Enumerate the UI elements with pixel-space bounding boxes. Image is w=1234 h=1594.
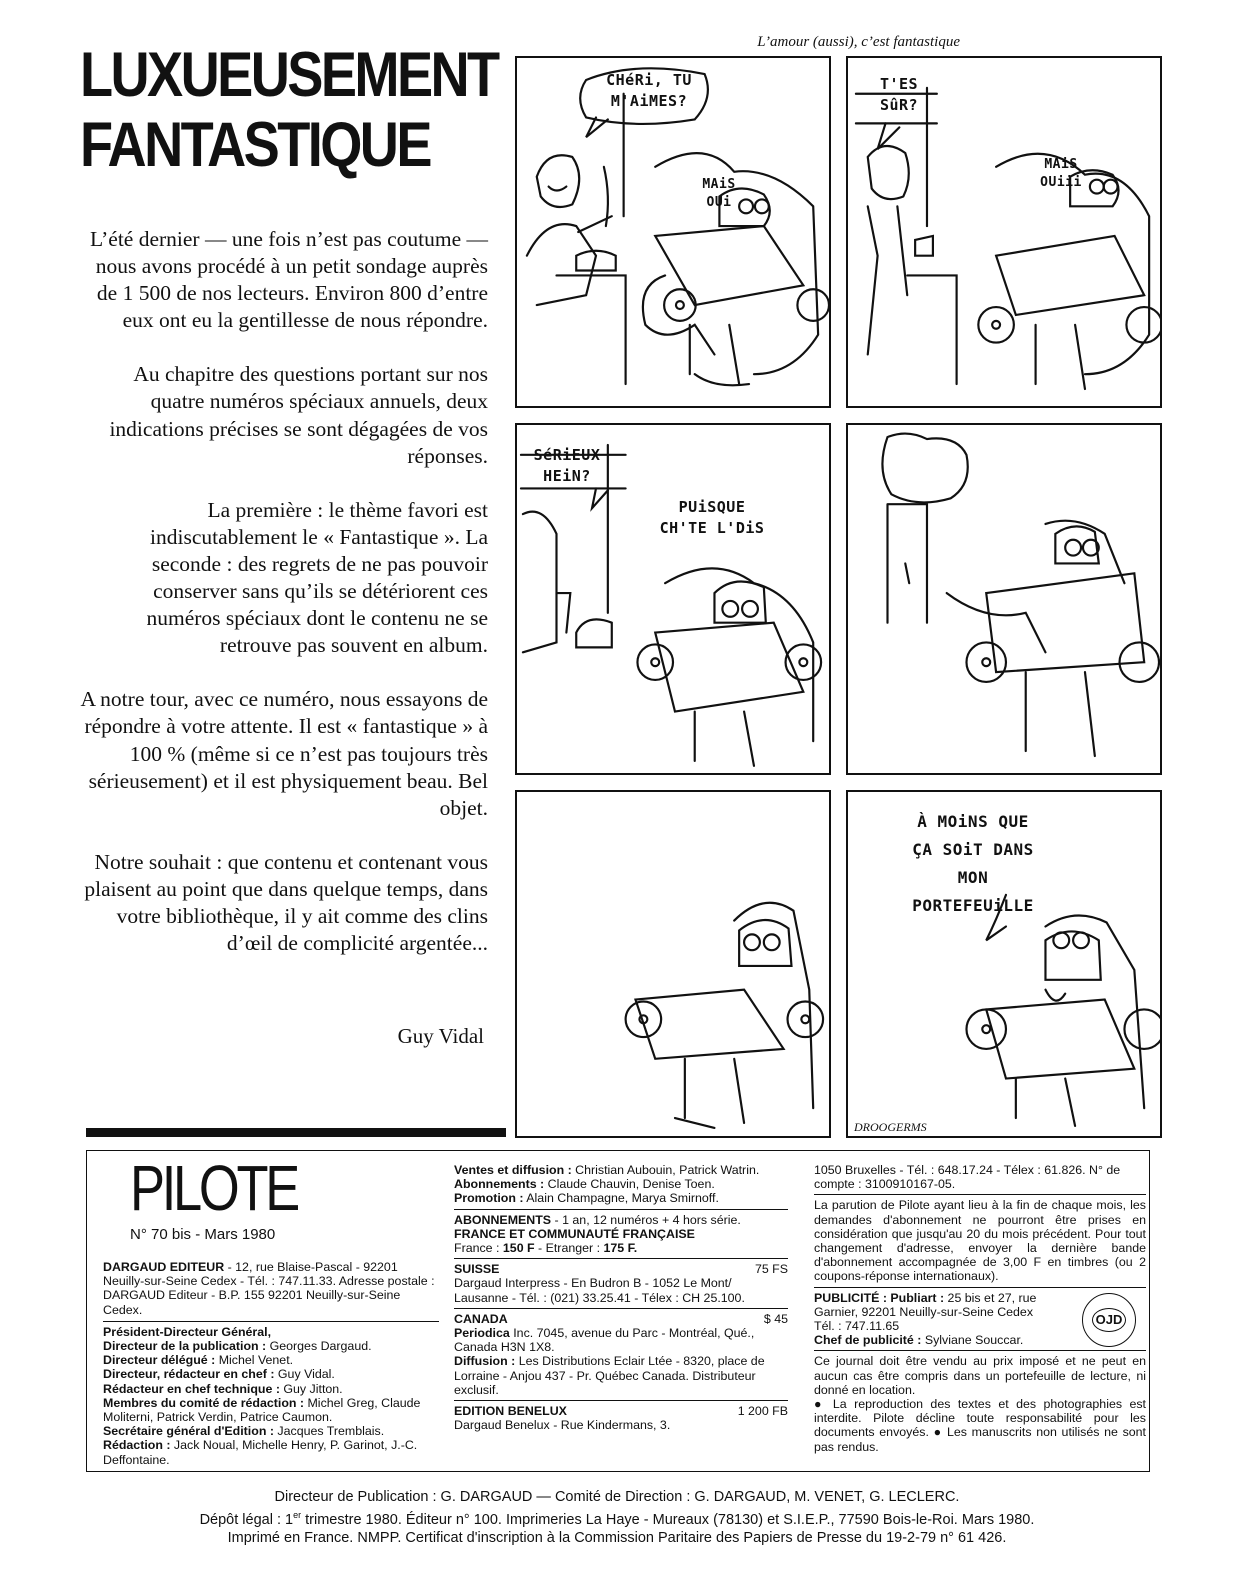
issue-number: N° 70 bis - Mars 1980 [130,1226,276,1243]
divider-bar [86,1128,506,1137]
chef-label: Chef de publicité : [814,1333,922,1348]
staff-name: Michel Venet. [215,1353,294,1368]
subs-label: Abonnements : [454,1177,545,1192]
separator [454,1258,788,1259]
pub-label: PUBLICITÉ : Publiart : [814,1290,945,1305]
suisse-head [454,1262,788,1276]
diffusion-row [454,1354,788,1397]
subscription-notice: La parution de Pilote ayant lieu à la fin de chaque mois, les demandes d'abonnement ne pourront être prises en considération que jusqu'au 20 du mois précédent. Pour tout changement d'adresse, envoyer la dernière bande d'abonnement accompagnée de 3,00 F en timbres (ou 2 coupons-réponse internationaux). [814,1198,1146,1284]
promo-row [454,1191,788,1205]
benelux-head [454,1404,788,1418]
masthead-col-1 [103,1260,439,1467]
abo-text: - 1 an, 12 numéros + 4 hors série. [551,1212,741,1227]
staff-row [103,1396,439,1424]
diffusion-text: Les Distributions Eclair Ltée - 8320, place de Lorraine - Anjou 437 - Pr. Québec Canada. Distributeur exclusif. [454,1354,765,1397]
staff-row [103,1424,439,1438]
periodica-row [454,1326,788,1354]
footer-line-1: Directeur de Publication : G. DARGAUD — Comité de Direction : G. DARGAUD, M. VENET, G. LECLERC. [274,1489,960,1505]
canada-price: $ 45 [763,1311,788,1326]
artist-signature: DROOGERMS [854,1120,927,1134]
separator [454,1308,788,1309]
france-head [454,1227,788,1241]
headline-line-1: LUXUEUSEMENT [80,40,498,110]
staff-name: Guy Vidal. [274,1367,335,1382]
staff-row [103,1438,439,1466]
abo-row [454,1213,788,1227]
staff-name: Georges Dargaud. [266,1339,372,1354]
pub-text: 25 bis et 27, rue Garnier, 92201 Neuilly-sur-Seine Cedex Tél. : 747.11.65 [814,1290,1037,1334]
subs-text: Claude Chauvin, Denise Toen. [544,1177,715,1192]
speech-balloon: MAiS OUi [702,177,736,210]
foreign-text: - Etranger : [534,1241,604,1256]
periodica-text: Inc. 7045, avenue du Parc - Montréal, Qué., Canada H3N 1X8. [454,1326,755,1355]
advertising-block [814,1291,1146,1348]
comic-panel-3 [515,423,831,775]
speech-balloon: À MOiNS QUE ÇA SOiT DANS MON PORTEFEUiLLE [912,812,1034,915]
promo-label: Promotion : [454,1191,524,1206]
pilote-logo: PILOTE [130,1152,297,1224]
separator [454,1400,788,1401]
publisher-block [103,1260,439,1317]
separator [454,1209,788,1210]
comic-panel-2 [846,56,1162,408]
staff-name: Michel Greg, Claude Moliterni, Patrick Verdin, Patrice Caumon. [103,1395,421,1425]
foreign-price: 175 F. [603,1241,638,1256]
staff-role: Membres du comité de rédaction : [103,1395,305,1410]
subs-row [454,1177,788,1191]
staff-name: Guy Jitton. [279,1381,343,1396]
staff-role: Rédacteur en chef technique : [103,1381,280,1396]
benelux-label: EDITION BENELUX [454,1404,567,1419]
separator [103,1321,439,1322]
canada-label: CANADA [454,1311,508,1326]
staff-role: Directeur délégué : [103,1353,216,1368]
imprint-footer [60,1488,1174,1548]
pub-row [814,1291,1054,1334]
staff-role: Président-Directeur Général, [103,1324,272,1339]
chef-text: Sylviane Souccar. [921,1333,1024,1348]
comic-title: L’amour (aussi), c’est fantastique [757,34,960,50]
panel-4-drawing [848,425,1160,773]
comic-panel-6 [846,790,1162,1138]
legal-notice-1: Ce journal doit être vendu au prix imposé et ne peut en aucun cas être compris dans un portefeuille de lecture, ni donné en location. [814,1354,1146,1397]
legal-notice-2: ● La reproduction des textes et des photographies est interdite. Pilote décline toute responsabilité pour les documents envoyés. ● Les manuscrits non utilisés ne sont pas rendus. [814,1397,1146,1454]
staff-role: Secrétaire général d'Edition : [103,1424,274,1439]
sales-text: Christian Aubouin, Patrick Watrin. [571,1163,760,1177]
comic-panel-5 [515,790,831,1138]
footer-line-2-a: Dépôt légal : 1 [199,1512,294,1529]
footer-line-2-sup: er [293,1510,302,1521]
separator [814,1287,1146,1288]
periodica-label: Periodica [454,1326,510,1341]
footer-line-3: Imprimé en France. NMPP. Certificat d'inscription à la Commission Paritaire des Papiers de Presse du 19-2-79 n° 61 426. [227,1530,1007,1547]
staff-role: Directeur de la publication : [103,1339,267,1354]
footer-line-2-b: trimestre 1980. Éditeur n° 100. Imprimeries La Haye - Mureaux (78130) et S.I.E.P., 77590 Bois-le-Roi. Mars 1980. [301,1512,1035,1529]
staff-row [103,1339,439,1353]
sales-row [454,1163,788,1177]
masthead-col-3 [814,1163,1146,1454]
speech-balloon: SéRiEUX HEiN? [533,446,601,485]
masthead-col-2 [454,1163,788,1432]
brussels-text: 1050 Bruxelles - Tél. : 648.17.24 - Télex : 61.826. N° de compte : 3100910167-05. [814,1163,1121,1192]
ojd-seal-text: OJD [1092,1308,1127,1332]
staff-name: Jack Noual, Michelle Henry, P. Garinot, J.-C. Deffontaine. [103,1438,418,1467]
speech-balloon: MAiS OUiii [1040,157,1082,190]
publisher-label: DARGAUD EDITEUR [103,1260,225,1274]
benelux-text: Dargaud Benelux - Rue Kindermans, 3. [454,1418,671,1433]
france-price: 150 F [502,1241,535,1256]
panel-5-drawing [517,792,829,1136]
canada-head [454,1312,788,1326]
ojd-seal [1082,1293,1136,1347]
separator [814,1194,1146,1195]
comic-panel-4 [846,423,1162,775]
staff-role: Directeur, rédacteur en chef : [103,1367,275,1382]
sales-label: Ventes et diffusion : [454,1163,572,1177]
editorial-signature: Guy Vidal [397,1024,484,1048]
staff-row [103,1325,439,1339]
suisse-text: Dargaud Interpress - En Budron B - 1052 Le Mont/ Lausanne - Tél. : (021) 33.25.41 - Télex : CH 25.100. [454,1276,745,1305]
editorial-paragraph: La première : le thème favori est indiscutablement le « Fantastique ». La seconde : des regrets de ne pas pouvoir conserver sans qu’ils se détériorent ces numéros spéciaux dont le contenu ne se retrouve pas souvent en album. [146,497,488,658]
staff-row [103,1367,439,1381]
suisse-label: SUISSE [454,1262,500,1277]
editorial-paragraph: L’été dernier — une fois n’est pas coutume — nous avons procédé à un petit sondage auprès de 1 500 de nos lecteurs. Environ 800 d’entre eux ont eu la gentillesse de nous répondre. [89,227,488,333]
headline-line-2: FANTASTIQUE [80,110,430,180]
suisse-price: 75 FS [754,1262,788,1277]
speech-balloon: CHéRi, TU M'AiMES? [606,71,692,110]
benelux-price: 1 200 FB [737,1404,788,1419]
speech-balloon: T'ES SûR? [879,75,919,114]
france-text: France : [454,1241,503,1256]
editorial-paragraph: A notre tour, avec ce numéro, nous essayons de répondre à votre attente. Il est « fantastique » à 100 % (même si ce n’est pas toujours très sérieusement) et il est physiquement beau. Bel objet. [80,687,488,820]
staff-row [103,1382,439,1396]
headline [80,40,498,180]
france-label: FRANCE ET COMMUNAUTÉ FRANÇAISE [454,1226,695,1241]
comic-panel-1 [515,56,831,408]
footer-line-2 [60,1506,1174,1529]
staff-name: Jacques Tremblais. [273,1424,385,1439]
speech-balloon: PUiSQUE CH'TE L'DiS [659,498,765,537]
separator [814,1350,1146,1351]
staff-role: Rédaction : [103,1438,171,1453]
editorial-text [80,226,488,984]
editorial-paragraph: Au chapitre des questions portant sur nos quatre numéros spéciaux annuels, deux indications précises se sont dégagées de vos réponses. [109,362,488,468]
diffusion-label: Diffusion : [454,1354,516,1369]
editorial-paragraph: Notre souhait : que contenu et contenant vous plaisent au point que dans quelque temps, dans votre bibliothèque, il y ait comme des clins d’œil de complicité argentée... [84,849,488,956]
abo-label: ABONNEMENTS [454,1212,552,1227]
france-row [454,1241,788,1255]
staff-row [103,1353,439,1367]
publisher-text: - 12, rue Blaise-Pascal - 92201 Neuilly-sur-Seine Cedex - Tél. : 747.11.33. Adresse postale : DARGAUD Editeur - B.P. 155 92201 Neuilly-sur-Seine Cedex. [103,1260,435,1317]
promo-text: Alain Champagne, Marya Smirnoff. [523,1191,719,1206]
